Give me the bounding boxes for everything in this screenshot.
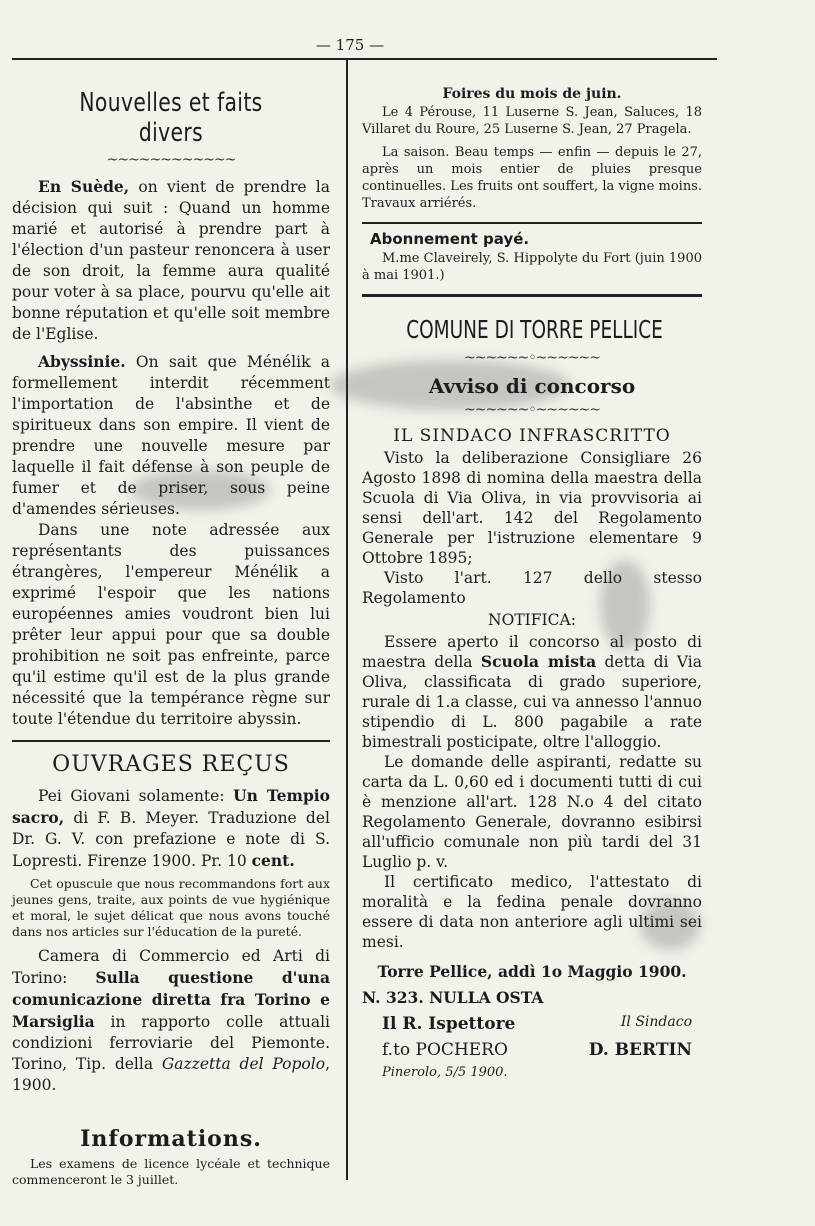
page-number: — 175 — xyxy=(315,36,385,54)
signature-row xyxy=(382,1040,692,1060)
article-lead: En Suède, xyxy=(38,177,130,196)
nulla-osta: N. 323. NULLA OSTA xyxy=(362,988,544,1007)
abonnement-text: M.me Claveirely, S. Hippolyte du Fort (juin 1900 à mai 1901.) xyxy=(362,251,702,283)
ornament: ~~~~~~◦~~~~~~ xyxy=(463,402,601,418)
section-title-ouvrages: OUVRAGES REÇUS xyxy=(52,752,290,777)
pinerolo-line: Pinerolo, 5/5 1900. xyxy=(382,1065,508,1080)
bertin-signature: D. BERTIN xyxy=(588,1040,692,1060)
article-lead: Abyssinie. xyxy=(38,352,126,371)
book-entry xyxy=(12,946,330,1096)
divider xyxy=(362,294,702,297)
ink-stain xyxy=(640,900,700,950)
school-name: Scuola mista xyxy=(480,652,597,671)
section-title-nouvelles: Nouvelles et faits divers xyxy=(79,88,263,148)
sindaco-label: Il Sindaco xyxy=(620,1014,692,1030)
saison-text: La saison. Beau temps — enfin — depuis le 27, après un mois entier de pluies presque continuelles. Les fruits ont souffert, la vigne moins. Travaux arriérés. xyxy=(362,145,702,211)
notice-paragraph: Il certificato medico, l'attestato di moralità e la fedina penale dovranno essere di data non anteriore agli ultimi sei mesi. xyxy=(362,873,702,951)
ink-stain xyxy=(330,360,570,410)
book-year: , 1900. xyxy=(12,1055,330,1094)
article-abyssinie-continued: Dans une note adressée aux représentants des puissances étrangères, l'empereur Ménélik a exprimé l'espoir que les nations européennes amies voudront bien lui prêter leur appui pour que sa double prohibition ne soit pas enfreinte, parce qu'il estime qu'il est de la plus grande nécessité que la tempérance règne sur toute l'étendue du territoire abyssin. xyxy=(12,521,330,728)
divider xyxy=(362,222,702,224)
book-publisher: Camera di Commercio ed Arti di Torino: xyxy=(12,947,330,987)
ink-stain xyxy=(600,560,650,650)
book-intro: Pei Giovani solamente: xyxy=(38,787,234,805)
book-entry xyxy=(12,785,330,872)
ornament: ~~~~~~~~~~~~ xyxy=(106,152,236,168)
divider xyxy=(12,740,330,742)
article-text: on vient de prendre la décision qui suit : Quand un homme marié et autorisé à prendre part à l'élection d'un pasteur renoncera à user de son droit, la femme aura qualité pour voter à sa place, pourvu qu'elle ait bonne réputation et qu'elle soit membre de l'Eglise. xyxy=(12,178,330,343)
ornament: ~~~~~~◦~~~~~~ xyxy=(463,350,601,366)
book-details: di F. B. Meyer. Traduzione del Dr. G. V. con prefazione e note di S. Lopresti. Firenze 1900. Pr. 10 xyxy=(12,809,330,870)
pochero-signature: f.to POCHERO xyxy=(382,1040,508,1060)
column-divider xyxy=(346,60,348,1180)
notifica-heading: NOTIFICA: xyxy=(488,611,576,629)
signature-row xyxy=(382,1014,692,1034)
journal-name: Gazzetta del Popolo xyxy=(161,1055,326,1073)
visto-paragraph: Visto la deliberazione Consigliare 26 Agosto 1898 di nomina della maestra della Scuola di Via Oliva, in via provvisoria ai sensi dell'art. 142 del Regolamento Generale per l'istruzione elementare 9 Ottobre 1895; xyxy=(362,449,702,567)
article-text: On sait que Ménélik a formellement interdit récemment l'importation de l'absinthe et de spiritueux dans son empire. Il vient de prendre une nouvelle mesure par laquelle il fait défense à son peuple de fumer et de priser, sous peine d'amendes sérieuses. xyxy=(12,353,330,518)
notice-paragraph: Le domande delle aspiranti, redatte su carta da L. 0,60 ed i documenti tutti di cui è menzione all'art. 128 N.o 4 del citato Regolamento Generale, dovranno esibirsi all'ufficio comunale non più tardi del 31 Luglio p. v. xyxy=(362,753,702,871)
foires-title: Foires du mois de juin. xyxy=(442,86,622,102)
section-title-informations: Informations. xyxy=(80,1126,262,1152)
information-text: Les examens de licence lycéale et technique commenceront le 3 juillet. xyxy=(12,1156,330,1187)
book-title: Sulla questione d'una comunicazione diretta fra Torino e Marsiglia xyxy=(12,968,330,1031)
book-title: Un Tempio sacro, xyxy=(12,786,331,827)
visto-paragraph: Visto l'art. 127 dello stesso Regolamento xyxy=(362,569,702,607)
date-line: Torre Pellice, addì 1o Maggio 1900. xyxy=(377,962,687,981)
left-column xyxy=(12,60,330,1188)
notice-paragraph xyxy=(362,632,702,752)
ispettore-label: Il R. Ispettore xyxy=(382,1014,516,1034)
book-details: in rapporto colle attuali condizioni ferroviarie del Piemonte. Torino, Tip. della xyxy=(12,1013,330,1073)
book-price: cent. xyxy=(251,851,295,870)
foires-text: Le 4 Pérouse, 11 Luserne S. Jean, Saluces, 18 Villaret du Roure, 25 Luserne S. Jean, 27 Pragela. xyxy=(362,105,702,137)
notice-text: detta di Via Oliva, classificata di grado superiore, rurale di 1.a classe, cui va annesso l'annuo stipendio di L. 800 pagabile a rate bimestrali posticipate, oltre l'alloggio. xyxy=(362,653,702,751)
comune-title: COMUNE DI TORRE PELLICE xyxy=(406,315,663,344)
abonnement-title: Abonnement payé. xyxy=(370,230,530,248)
article-suede xyxy=(12,176,330,345)
avviso-title: Avviso di concorso xyxy=(428,374,636,398)
book-review: Cet opuscule que nous recommandons fort aux jeunes gens, traite, aux points de vue hygiénique et moral, le sujet délicat que nous avons touché dans nos articles sur l'éducation de la pureté. xyxy=(12,876,330,939)
ink-stain xyxy=(130,470,270,510)
notice-text: Essere aperto il concorso al posto di maestra della xyxy=(362,633,702,671)
sindaco-heading: IL SINDACO INFRASCRITTO xyxy=(393,426,671,446)
